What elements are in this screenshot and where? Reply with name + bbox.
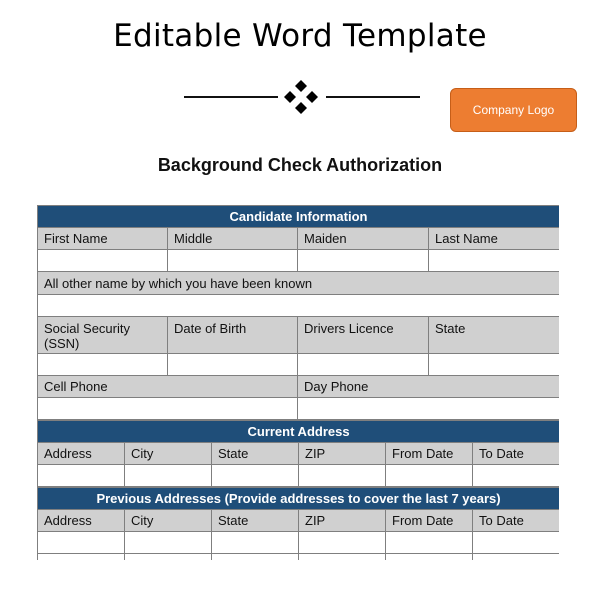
previous-state-field[interactable] [212, 554, 299, 561]
previous-to-date-field[interactable] [473, 532, 560, 554]
previous-city-field[interactable] [125, 532, 212, 554]
ssn-field[interactable] [38, 354, 168, 376]
maiden-name-field[interactable] [298, 250, 429, 272]
previous-to-date-field[interactable] [473, 554, 560, 561]
current-city-field[interactable] [125, 465, 212, 487]
document-title: Background Check Authorization [157, 155, 443, 175]
candidate-table [37, 205, 559, 420]
cell-phone-field[interactable] [38, 398, 298, 420]
day-phone-label: Day Phone [298, 376, 560, 398]
current-state-label: State [212, 443, 299, 465]
current-city-label: City [125, 443, 212, 465]
company-logo-placeholder [450, 88, 577, 132]
id-input-row [38, 354, 560, 376]
previous-zip-field[interactable] [299, 532, 386, 554]
phone-input-row [38, 398, 560, 420]
current-to-date-label: To Date [473, 443, 560, 465]
previous-zip-label: ZIP [299, 510, 386, 532]
previous-address-label-row [38, 510, 560, 532]
previous-address-input-row [38, 532, 560, 554]
last-name-label: Last Name [429, 228, 560, 250]
licence-state-label: State [429, 317, 560, 354]
date-of-birth-label: Date of Birth [168, 317, 298, 354]
previous-from-date-field[interactable] [386, 554, 473, 561]
previous-zip-field[interactable] [299, 554, 386, 561]
name-input-row [38, 250, 560, 272]
current-address-label-row [38, 443, 560, 465]
previous-from-date-label: From Date [386, 510, 473, 532]
current-from-date-field[interactable] [386, 465, 473, 487]
previous-addresses-table [37, 487, 559, 560]
name-label-row [38, 228, 560, 250]
first-name-label: First Name [38, 228, 168, 250]
previous-address-field[interactable] [38, 554, 125, 561]
current-zip-label: ZIP [299, 443, 386, 465]
other-names-label: All other name by which you have been known [38, 272, 560, 295]
previous-city-label: City [125, 510, 212, 532]
current-zip-field[interactable] [299, 465, 386, 487]
previous-address-label: Address [38, 510, 125, 532]
company-logo-label: Company Logo [472, 103, 555, 117]
middle-name-label: Middle [168, 228, 298, 250]
previous-state-label: State [212, 510, 299, 532]
previous-addresses-header-row [38, 488, 560, 510]
background-check-form [37, 205, 559, 560]
previous-address-input-row [38, 554, 560, 561]
previous-address-field[interactable] [38, 532, 125, 554]
candidate-header-row [38, 206, 560, 228]
licence-state-field[interactable] [429, 354, 560, 376]
current-address-table [37, 420, 559, 487]
current-address-input-row [38, 465, 560, 487]
current-address-field[interactable] [38, 465, 125, 487]
banner-title: Editable Word Template [113, 18, 487, 54]
current-address-label: Address [38, 443, 125, 465]
date-of-birth-field[interactable] [168, 354, 298, 376]
current-state-field[interactable] [212, 465, 299, 487]
previous-state-field[interactable] [212, 532, 299, 554]
previous-city-field[interactable] [125, 554, 212, 561]
divider-left-line [184, 96, 278, 98]
diamond-cluster-icon [282, 79, 320, 115]
drivers-licence-label: Drivers Licence [298, 317, 429, 354]
maiden-name-label: Maiden [298, 228, 429, 250]
drivers-licence-field[interactable] [298, 354, 429, 376]
last-name-field[interactable] [429, 250, 560, 272]
candidate-section-header: Candidate Information [38, 206, 560, 228]
first-name-field[interactable] [38, 250, 168, 272]
day-phone-field[interactable] [298, 398, 560, 420]
middle-name-field[interactable] [168, 250, 298, 272]
current-address-header-row [38, 421, 560, 443]
phone-label-row [38, 376, 560, 398]
other-names-input-row [38, 295, 560, 317]
previous-to-date-label: To Date [473, 510, 560, 532]
cell-phone-label: Cell Phone [38, 376, 298, 398]
previous-addresses-section-header: Previous Addresses (Provide addresses to cover the last 7 years) [38, 488, 560, 510]
id-label-row [38, 317, 560, 354]
current-to-date-field[interactable] [473, 465, 560, 487]
ssn-label: Social Security (SSN) [38, 317, 168, 354]
other-names-field[interactable] [38, 295, 560, 317]
previous-from-date-field[interactable] [386, 532, 473, 554]
divider-right-line [326, 96, 420, 98]
current-from-date-label: From Date [386, 443, 473, 465]
current-address-section-header: Current Address [38, 421, 560, 443]
other-names-label-row [38, 272, 560, 295]
